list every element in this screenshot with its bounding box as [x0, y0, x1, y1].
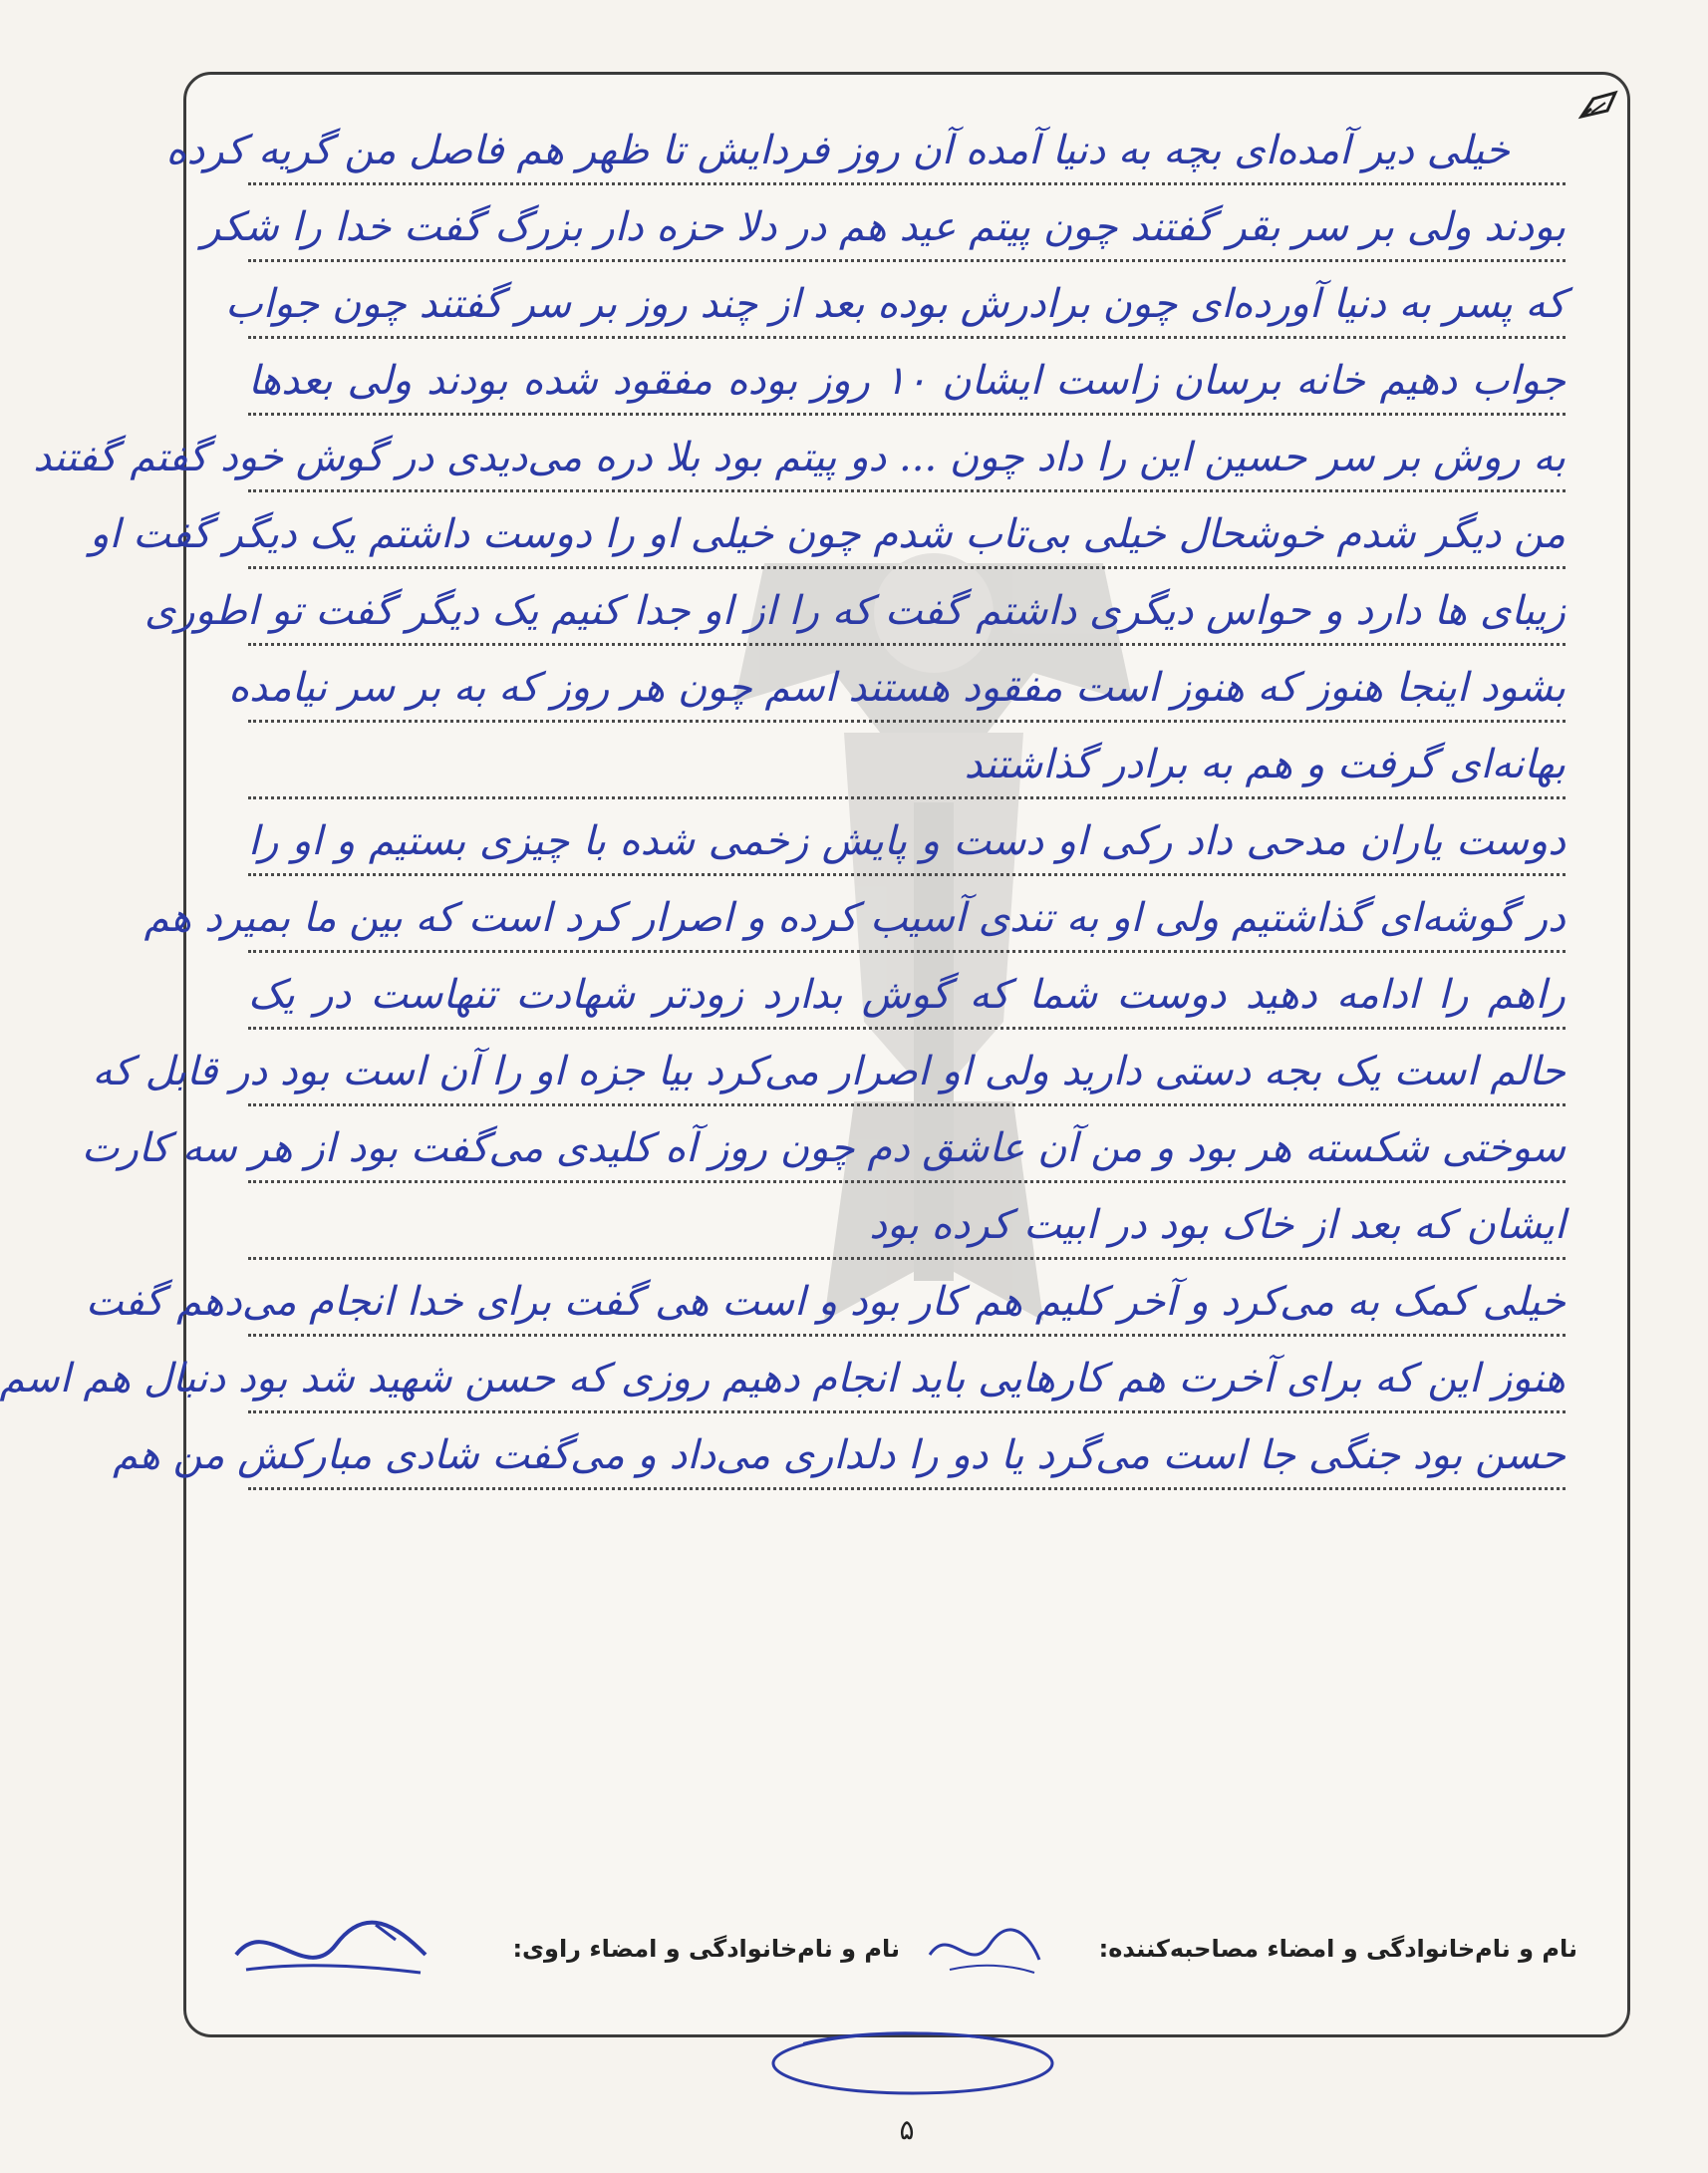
- ruled-line: [248, 1487, 1566, 1490]
- handwritten-line: دوست یاران مدحی داد رکی او دست و پایش زخمی شده با چیزی بستیم و او را: [248, 818, 1566, 864]
- handwritten-line: در گوشه‌ای گذاشتیم ولی او به تندی آسیب کرده و اصرار کرد است که بین ما بمیرد هم: [143, 895, 1566, 941]
- narrator-signature-label: نام و نام‌خانوادگی و امضاء راوی:: [512, 1935, 900, 1963]
- handwritten-line: خیلی دیر آمده‌ای بچه به دنیا آمده آن روز فردایش تا ظهر هم فاصل من گریه کرده: [165, 128, 1510, 173]
- handwritten-line: حسن بود جنگی جا است می‌گرد یا دو را دلداری می‌داد و می‌گفت شادی مبارکش من هم: [113, 1432, 1566, 1478]
- ruled-line: [248, 566, 1566, 569]
- ruled-line: [248, 1180, 1566, 1183]
- handwritten-line: حالم است یک بجه دستی دارید ولی او اصرار می‌کرد بیا جزه او را آن است بود در قابل که: [92, 1049, 1566, 1094]
- ruled-line: [248, 1027, 1566, 1030]
- handwritten-line: خیلی کمک به می‌کرد و آخر کلیم هم کار بود و است هی گفت برای خدا انجام می‌دهم گفت: [85, 1279, 1566, 1325]
- ruled-line: [248, 1103, 1566, 1106]
- handwritten-line: بهانه‌ای گرفت و هم به برادر گذاشتند: [964, 742, 1566, 787]
- ruled-line: [248, 336, 1566, 339]
- ruled-line: [248, 182, 1566, 185]
- handwritten-line: ایشان که بعد از خاک بود در ابیت کرده بود: [869, 1202, 1566, 1248]
- interviewer-signature: [920, 1915, 1049, 1985]
- ruled-line: [248, 1410, 1566, 1413]
- ruled-line: [248, 720, 1566, 723]
- pen-icon: [1577, 89, 1621, 123]
- ruled-line: [248, 413, 1566, 416]
- handwritten-line: هنوز این که برای آخرت هم کارهایی باید انجام دهیم روزی که حسن شهید شد بود دنبال هم اسم: [0, 1356, 1566, 1401]
- ruled-line: [248, 489, 1566, 492]
- narrator-signature: [226, 1905, 435, 1995]
- ruled-line: [248, 643, 1566, 646]
- ruled-line: [248, 259, 1566, 262]
- interviewer-signature-label: نام و نام‌خانوادگی و امضاء مصاحبه‌کننده:: [1098, 1935, 1577, 1963]
- ruled-writing-area: [0, 75, 1627, 2034]
- handwritten-line: به روش بر سر حسین این را داد چون ... دو پیتم بود بلا دره می‌دیدی در گوش خود گفتم گفتند: [33, 435, 1566, 480]
- ruled-line: [248, 1334, 1566, 1337]
- page-number: ۵: [899, 2113, 915, 2146]
- handwritten-line: که پسر به دنیا آورده‌ای چون برادرش بوده بعد از چند روز بر سر گفتند چون جواب: [225, 281, 1566, 327]
- ruled-line: [248, 796, 1566, 799]
- signature-flourish: [763, 2023, 1062, 2103]
- handwritten-line: من دیگر شدم خوشحال خیلی بی‌تاب شدم چون خیلی او را دوست داشتم یک دیگر گفت او: [90, 511, 1566, 557]
- signature-footer: [226, 1905, 1587, 1995]
- ruled-line: [248, 873, 1566, 876]
- handwritten-line: جواب دهیم خانه برسان زاست ایشان ۱۰ روز بوده مفقود شده بودند ولی بعدها: [248, 358, 1566, 404]
- handwritten-line: بودند ولی بر سر بقر گفتند چون پیتم عید هم در دلا حزه دار بزرگ گفت خدا را شکر: [201, 204, 1566, 250]
- ruled-line: [248, 950, 1566, 953]
- ruled-line: [248, 1257, 1566, 1260]
- handwritten-line: سوختی شکسته هر بود و من آن عاشق دم چون روز آه کلیدی می‌گفت بود از هر سه کارت: [81, 1125, 1566, 1171]
- handwritten-line: راهم را ادامه دهید دوست شما که گوش بدارد زودتر شهادت تنهاست در یک: [248, 972, 1566, 1018]
- handwritten-line: زیبای ها دارد و حواس دیگری داشتم گفت که را از او جدا کنیم یک دیگر گفت تو اطوری: [143, 588, 1566, 634]
- handwritten-line: بشود اینجا هنوز که هنوز است مفقود هستند اسم چون هر روز که به بر سر نیامده: [228, 665, 1566, 711]
- page-frame: [0, 72, 1630, 2037]
